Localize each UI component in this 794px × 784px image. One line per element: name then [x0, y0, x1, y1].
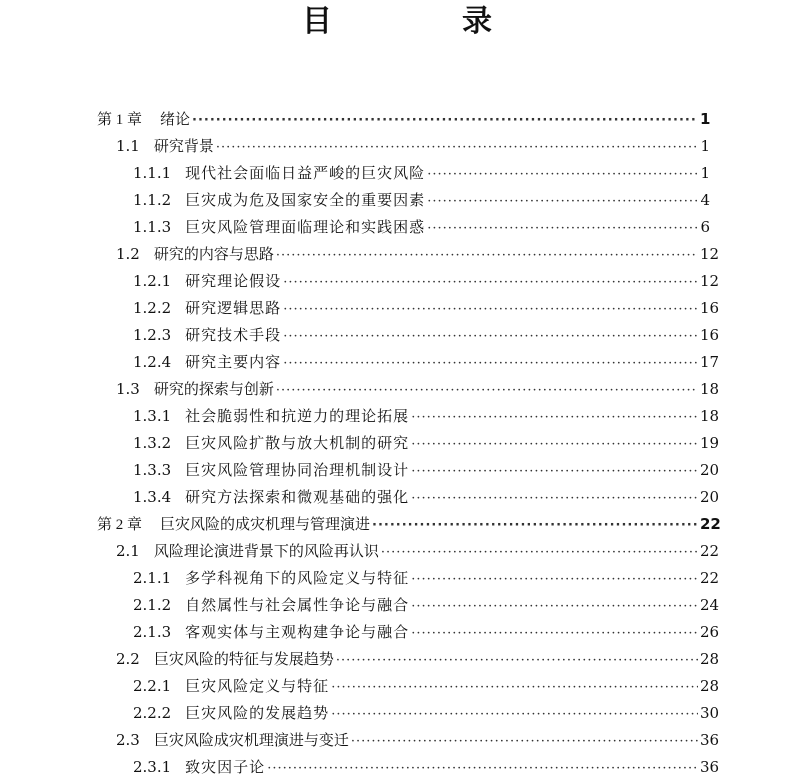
- toc-entry-number: 1.3.4: [133, 488, 172, 506]
- toc-entry-page: 6: [700, 218, 710, 236]
- toc-entry[interactable]: [133, 295, 720, 322]
- toc-entry[interactable]: [133, 592, 720, 619]
- dot-leader: [331, 701, 698, 728]
- dot-leader: [411, 404, 698, 431]
- toc-entry-page: 17: [700, 353, 720, 371]
- toc-entry-title: 研究方法探索和微观基础的强化: [185, 488, 410, 506]
- toc-entry-number: 2.3.1: [133, 758, 172, 776]
- toc-entry[interactable]: [116, 241, 720, 268]
- toc-entry-page: 18: [700, 380, 720, 398]
- dot-leader: [411, 458, 698, 485]
- toc-entry[interactable]: [133, 457, 720, 484]
- toc-entry-title: 绪论: [160, 110, 191, 128]
- toc-entry-number: 2.2: [116, 650, 140, 668]
- toc-entry-page: 1: [700, 137, 710, 155]
- toc-entry-title: 巨灾风险的成灾机理与管理演进: [160, 515, 371, 533]
- toc-entry-page: 18: [700, 407, 720, 425]
- dot-leader: [372, 512, 698, 539]
- page-title: 目 录: [302, 4, 542, 39]
- toc-entry-title: 巨灾风险的发展趋势: [185, 704, 330, 722]
- toc-entry[interactable]: [133, 754, 720, 781]
- dot-leader: [192, 107, 698, 134]
- toc-entry-page: 1: [700, 110, 711, 128]
- toc-entry[interactable]: [133, 322, 720, 349]
- toc-entry[interactable]: [133, 268, 720, 295]
- toc-entry-title: 研究的探索与创新: [153, 380, 274, 398]
- toc-entry[interactable]: [133, 673, 720, 700]
- toc-entry-number: 2.1.1: [133, 569, 172, 587]
- toc-entry-page: 22: [700, 515, 721, 533]
- toc-entry-number: 1.3.3: [133, 461, 172, 479]
- toc-entry-title: 巨灾成为危及国家安全的重要因素: [185, 191, 426, 209]
- toc-entry-title: 客观实体与主观构建争论与融合: [185, 623, 410, 641]
- toc-entry-page: 22: [700, 542, 720, 560]
- toc-entry[interactable]: [116, 646, 720, 673]
- toc-entry-page: 28: [700, 677, 720, 695]
- toc-entry-title: 研究理论假设: [185, 272, 282, 290]
- toc-entry[interactable]: [116, 727, 720, 754]
- dot-leader: [351, 728, 698, 755]
- dot-leader: [283, 323, 698, 350]
- dot-leader: [283, 269, 698, 296]
- toc-entry-page: 24: [700, 596, 720, 614]
- toc-entry-title: 现代社会面临日益严峻的巨灾风险: [185, 164, 426, 182]
- toc-entry-number: 2.1.2: [133, 596, 172, 614]
- toc-entry[interactable]: [133, 430, 720, 457]
- toc-entry[interactable]: [133, 484, 720, 511]
- dot-leader: [411, 431, 698, 458]
- dot-leader: [283, 296, 698, 323]
- toc-entry-number: 1.1.2: [133, 191, 172, 209]
- toc-entry-number: 1.1.1: [133, 164, 172, 182]
- toc-entry-page: 4: [700, 191, 710, 209]
- toc-entry-title: 自然属性与社会属性争论与融合: [185, 596, 410, 614]
- dot-leader: [381, 539, 698, 566]
- toc-entry-title: 巨灾风险的特征与发展趋势: [153, 650, 334, 668]
- toc-entry-title: 研究主要内容: [185, 353, 282, 371]
- dot-leader: [427, 161, 698, 188]
- toc-entry-number: 1.2.3: [133, 326, 172, 344]
- toc-entry-title: 致灾因子论: [185, 758, 266, 776]
- dot-leader: [276, 242, 698, 269]
- toc-entry[interactable]: [133, 619, 720, 646]
- toc-entry-number: 1.2.1: [133, 272, 172, 290]
- toc-entry-page: 30: [700, 704, 720, 722]
- toc-entry-number: 第 1 章: [97, 112, 143, 128]
- toc-entry-page: 1: [700, 164, 710, 182]
- toc-entry-page: 19: [700, 434, 720, 452]
- toc-entry-title: 多学科视角下的风险定义与特征: [185, 569, 410, 587]
- toc-entry[interactable]: [116, 376, 720, 403]
- toc-entry-number: 1.1: [116, 137, 140, 155]
- toc-entry-number: 1.1.3: [133, 218, 172, 236]
- dot-leader: [331, 674, 698, 701]
- dot-leader: [427, 215, 698, 242]
- toc-entry-title: 巨灾风险扩散与放大机制的研究: [185, 434, 410, 452]
- toc-entry-page: 26: [700, 623, 720, 641]
- toc-entry-title: 研究逻辑思路: [185, 299, 282, 317]
- toc-entry-number: 1.2: [116, 245, 140, 263]
- toc-entry[interactable]: [133, 187, 710, 214]
- toc-entry[interactable]: [97, 106, 710, 133]
- toc-entry-title: 巨灾风险管理协同治理机制设计: [185, 461, 410, 479]
- toc-entry[interactable]: [133, 160, 710, 187]
- dot-leader: [411, 485, 698, 512]
- dot-leader: [411, 566, 698, 593]
- toc-entry-title: 研究的内容与思路: [153, 245, 274, 263]
- toc-entry-page: 12: [700, 272, 720, 290]
- toc-entry-number: 第 2 章: [97, 517, 143, 533]
- toc-entry[interactable]: [133, 349, 720, 376]
- toc-entry[interactable]: [97, 511, 721, 538]
- toc-entry-number: 1.2.2: [133, 299, 172, 317]
- toc-entry-page: 12: [700, 245, 720, 263]
- toc-entry-title: 风险理论演进背景下的风险再认识: [153, 542, 379, 560]
- toc-entry[interactable]: [116, 538, 720, 565]
- dot-leader: [411, 593, 698, 620]
- toc-entry-number: 2.2.1: [133, 677, 172, 695]
- dot-leader: [267, 755, 698, 782]
- toc-entry-page: 16: [700, 299, 720, 317]
- toc-entry-page: 36: [700, 731, 720, 749]
- toc-entry[interactable]: [133, 214, 710, 241]
- toc-entry-title: 巨灾风险定义与特征: [185, 677, 330, 695]
- toc-entry-title: 研究技术手段: [185, 326, 282, 344]
- toc-entry-number: 2.2.2: [133, 704, 172, 722]
- toc-entry-title: 巨灾风险成灾机理演进与变迁: [153, 731, 349, 749]
- toc-entry-number: 1.3.2: [133, 434, 172, 452]
- toc-entry-number: 2.1.3: [133, 623, 172, 641]
- toc-entry-title: 研究背景: [153, 137, 214, 155]
- toc-entry-number: 1.3.1: [133, 407, 172, 425]
- toc-entry[interactable]: [133, 700, 720, 727]
- dot-leader: [216, 134, 698, 161]
- toc-entry-number: 1.3: [116, 380, 140, 398]
- dot-leader: [427, 188, 698, 215]
- toc-entry-number: 2.1: [116, 542, 140, 560]
- toc-entry-page: 20: [700, 461, 720, 479]
- toc-entry[interactable]: [133, 565, 720, 592]
- toc-entry[interactable]: [133, 403, 720, 430]
- dot-leader: [283, 350, 698, 377]
- toc-entry[interactable]: [116, 133, 710, 160]
- toc-entry-page: 22: [700, 569, 720, 587]
- toc-entry-page: 36: [700, 758, 720, 776]
- toc-entry-number: 1.2.4: [133, 353, 172, 371]
- toc-entry-title: 社会脆弱性和抗逆力的理论拓展: [185, 407, 410, 425]
- toc-entry-page: 16: [700, 326, 720, 344]
- toc-entry-page: 28: [700, 650, 720, 668]
- dot-leader: [336, 647, 698, 674]
- dot-leader: [276, 377, 698, 404]
- toc-entry-page: 20: [700, 488, 720, 506]
- dot-leader: [411, 620, 698, 647]
- toc-entry-number: 2.3: [116, 731, 140, 749]
- toc-entry-title: 巨灾风险管理面临理论和实践困惑: [185, 218, 426, 236]
